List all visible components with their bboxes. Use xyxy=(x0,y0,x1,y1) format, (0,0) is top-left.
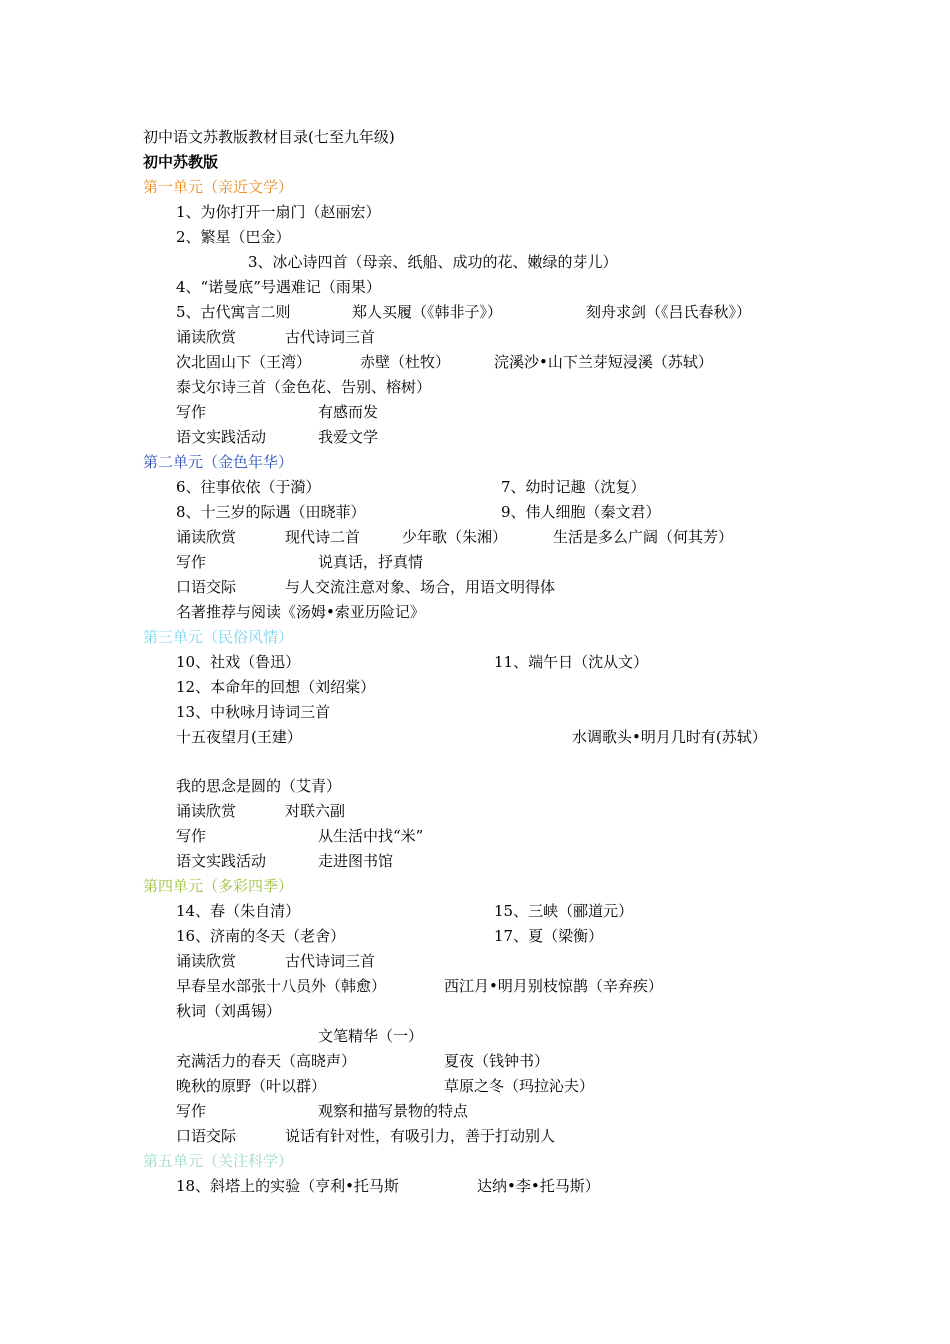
unit3-heading: 第三单元（民俗风情） xyxy=(143,628,294,646)
poem-3: 秋词（刘禹锡） xyxy=(176,1002,282,1020)
lesson-11: 11、端午日（沈从文） xyxy=(494,653,649,671)
writing-label: 写作 xyxy=(176,403,207,421)
poem-1: 次北固山下（王湾） xyxy=(176,353,312,371)
practice-label: 语文实践活动 xyxy=(176,428,267,446)
poem-1: 早春呈水部张十八员外（韩愈） xyxy=(176,977,387,995)
lesson-2: 2、繁星（巴金） xyxy=(176,228,291,246)
poem-3: 浣溪沙•山下兰芽短浸溪（苏轼） xyxy=(494,353,713,371)
essay-3: 晚秋的原野（叶以群） xyxy=(176,1077,327,1095)
lesson-17: 17、夏（梁衡） xyxy=(494,927,604,945)
lesson-3: 3、冰心诗四首（母亲、纸船、成功的花、嫩绿的芽儿） xyxy=(248,253,618,271)
poem-2: 生活是多么广阔（何其芳） xyxy=(553,528,734,546)
reading-title: 古代诗词三首 xyxy=(285,328,376,346)
lesson-12: 12、本命年的回想（刘绍棠） xyxy=(176,678,376,696)
unit4-heading: 第四单元（多彩四季） xyxy=(143,877,294,895)
writing-label: 写作 xyxy=(176,553,207,571)
lesson-13: 13、中秋咏月诗词三首 xyxy=(176,703,331,721)
poem-2: 西江月•明月别枝惊鹊（辛弃疾） xyxy=(444,977,663,995)
writing-topic: 从生活中找“米” xyxy=(318,827,424,845)
poem-2: 水调歌头•明月几时有(苏轼） xyxy=(572,728,767,746)
essay-4: 草原之冬（玛拉沁夫） xyxy=(444,1077,595,1095)
poem-3: 我的思念是圆的（艾青） xyxy=(176,777,342,795)
reading-label: 诵读欣赏 xyxy=(176,952,237,970)
unit1-heading: 第一单元（亲近文学） xyxy=(143,178,294,196)
doc-subtitle: 初中苏教版 xyxy=(143,153,219,171)
writing-topic: 有感而发 xyxy=(318,403,379,421)
lesson-14: 14、春（朱自清） xyxy=(176,902,301,920)
doc-title: 初中语文苏教版教材目录(七至九年级) xyxy=(143,128,395,146)
writing-label: 写作 xyxy=(176,1102,207,1120)
essay-2: 夏夜（钱钟书） xyxy=(444,1052,550,1070)
lesson-8: 8、十三岁的际遇（田晓菲） xyxy=(176,503,366,521)
writing-topic: 观察和描写景物的特点 xyxy=(318,1102,469,1120)
lesson-16: 16、济南的冬天（老舍） xyxy=(176,927,346,945)
poem-1: 十五夜望月(王建） xyxy=(176,728,302,746)
lesson-5: 5、古代寓言二则 xyxy=(176,303,291,321)
reading-title: 现代诗二首 xyxy=(285,528,361,546)
reading-label: 诵读欣赏 xyxy=(176,802,237,820)
practice-label: 语文实践活动 xyxy=(176,852,267,870)
unit5-heading: 第五单元（关注科学） xyxy=(143,1152,294,1170)
lesson-5-fable-1: 郑人买履（《韩非子》） xyxy=(352,303,503,321)
essay-collection-title: 文笔精华（一） xyxy=(318,1027,424,1045)
poem-2: 赤壁（杜牧） xyxy=(360,353,451,371)
lesson-18-coauthor: 达纳•李•托马斯） xyxy=(477,1177,600,1195)
lesson-10: 10、社戏（鲁迅） xyxy=(176,653,301,671)
oral-topic: 与人交流注意对象、场合，用语文明得体 xyxy=(285,578,556,596)
reading-label: 诵读欣赏 xyxy=(176,528,237,546)
tagore-poems: 泰戈尔诗三首（金色花、告别、榕树） xyxy=(176,378,432,396)
lesson-5-fable-2: 刻舟求剑（《吕氏春秋》） xyxy=(586,303,752,321)
unit2-heading: 第二单元（金色年华） xyxy=(143,453,294,471)
lesson-1: 1、为你打开一扇门（赵丽宏） xyxy=(176,203,381,221)
lesson-18: 18、斜塔上的实验（亨利•托马斯 xyxy=(176,1177,399,1195)
practice-topic: 走进图书馆 xyxy=(318,852,394,870)
book-recommendation: 名著推荐与阅读《汤姆•索亚历险记》 xyxy=(176,603,425,621)
practice-topic: 我爱文学 xyxy=(318,428,379,446)
lesson-4: 4、“诺曼底”号遇难记（雨果） xyxy=(176,278,381,296)
oral-label: 口语交际 xyxy=(176,1127,237,1145)
writing-label: 写作 xyxy=(176,827,207,845)
oral-label: 口语交际 xyxy=(176,578,237,596)
essay-1: 充满活力的春天（高晓声） xyxy=(176,1052,357,1070)
poem-1: 少年歌（朱湘） xyxy=(402,528,508,546)
reading-title: 对联六副 xyxy=(285,802,346,820)
oral-topic: 说话有针对性，有吸引力，善于打动别人 xyxy=(285,1127,556,1145)
lesson-7: 7、幼时记趣（沈复） xyxy=(501,478,646,496)
writing-topic: 说真话，抒真情 xyxy=(318,553,424,571)
reading-title: 古代诗词三首 xyxy=(285,952,376,970)
lesson-15: 15、三峡（郦道元） xyxy=(494,902,634,920)
lesson-6: 6、往事依依（于漪） xyxy=(176,478,321,496)
lesson-9: 9、伟人细胞（秦文君） xyxy=(501,503,661,521)
reading-label: 诵读欣赏 xyxy=(176,328,237,346)
